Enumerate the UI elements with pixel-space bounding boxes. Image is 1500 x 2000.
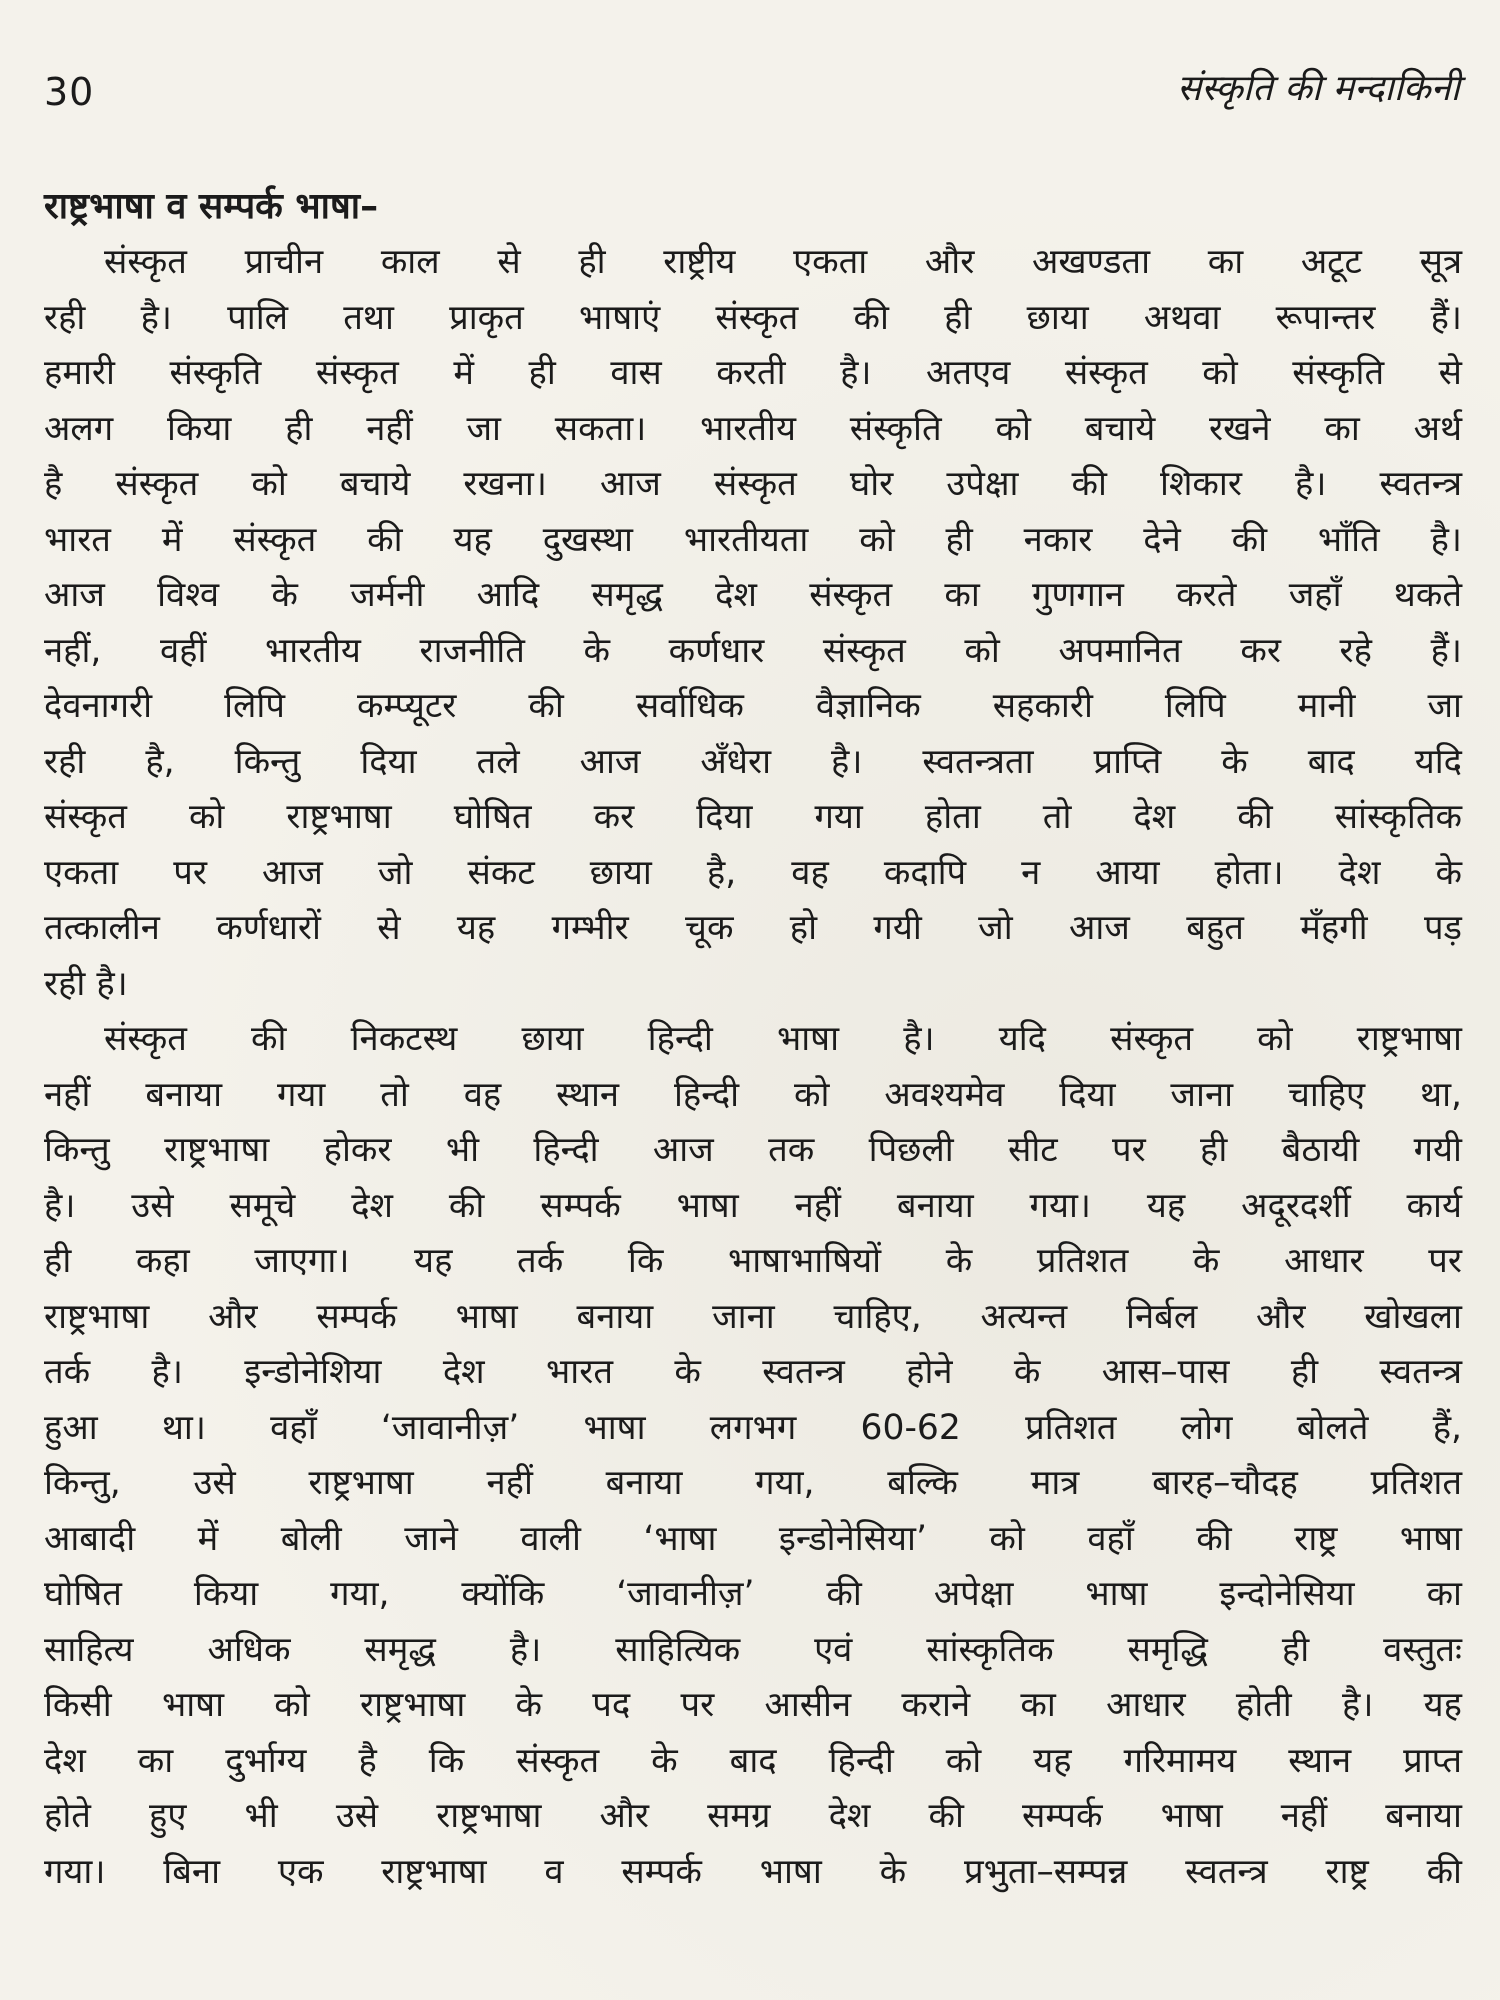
text-line: देश का दुर्भाग्य है कि संस्कृत के बाद हिन्दी को यह गरिमामय स्थान प्राप्त (44, 1740, 1462, 1781)
text-line: संस्कृत को राष्ट्रभाषा घोषित कर दिया गया होता तो देश की सांस्कृतिक (44, 797, 1462, 837)
text-line: राष्ट्रभाषा और सम्पर्क भाषा बनाया जाना चाहिए, अत्यन्त निर्बल और खोखला (44, 1296, 1462, 1337)
text-line: संस्कृत की निकटस्थ छाया हिन्दी भाषा है। यदि संस्कृत को राष्ट्रभाषा (104, 1019, 1462, 1059)
text-line: है। उसे समूचे देश की सम्पर्क भाषा नहीं बनाया गया। यह अदूरदर्शी कार्य (44, 1185, 1462, 1226)
text-line: घोषित किया गया, क्योंकि ‘जावानीज़’ की अपेक्षा भाषा इन्दोनेसिया का (44, 1574, 1462, 1614)
text-line: रही है। पालि तथा प्राकृत भाषाएं संस्कृत की ही छाया अथवा रूपान्तर हैं। (44, 297, 1462, 338)
text-line: आबादी में बोली जाने वाली ‘भाषा इन्डोनेसिया’ को वहाँ की राष्ट्र भाषा (44, 1518, 1462, 1559)
running-title: संस्कृति की मन्दाकिनी (1176, 68, 1460, 109)
page-number: 30 (44, 70, 95, 114)
text-line: अलग किया ही नहीं जा सकता। भारतीय संस्कृति को बचाये रखने का अर्थ (44, 408, 1462, 449)
text-line: तत्कालीन कर्णधारों से यह गम्भीर चूक हो गयी जो आज बहुत मँहगी पड़ (44, 908, 1462, 948)
text-line: ही कहा जाएगा। यह तर्क कि भाषाभाषियों के प्रतिशत के आधार पर (44, 1241, 1462, 1281)
text-line: किसी भाषा को राष्ट्रभाषा के पद पर आसीन कराने का आधार होती है। यह (44, 1685, 1462, 1725)
body-text (44, 235, 1462, 1900)
text-line: हुआ था। वहाँ ‘जावानीज़’ भाषा लगभग 60-62 प्रतिशत लोग बोलते हैं, (44, 1407, 1462, 1448)
text-line: नहीं बनाया गया तो वह स्थान हिन्दी को अवश्यमेव दिया जाना चाहिए था, (44, 1074, 1462, 1115)
text-line: किन्तु, उसे राष्ट्रभाषा नहीं बनाया गया, बल्कि मात्र बारह–चौदह प्रतिशत (44, 1463, 1462, 1503)
text-line: गया। बिना एक राष्ट्रभाषा व सम्पर्क भाषा के प्रभुता–सम्पन्न स्वतन्त्र राष्ट्र की (44, 1851, 1462, 1892)
text-line: भारत में संस्कृत की यह दुखस्था भारतीयता को ही नकार देने की भाँति है। (44, 519, 1462, 560)
text-line: है संस्कृत को बचाये रखना। आज संस्कृत घोर उपेक्षा की शिकार है। स्वतन्त्र (44, 464, 1462, 504)
text-line: नहीं, वहीं भारतीय राजनीति के कर्णधार संस्कृत को अपमानित कर रहे हैं। (44, 630, 1462, 671)
text-line: रही है। (44, 963, 128, 1004)
text-line: किन्तु राष्ट्रभाषा होकर भी हिन्दी आज तक पिछली सीट पर ही बैठायी गयी (44, 1130, 1462, 1170)
text-line: आज विश्व के जर्मनी आदि समृद्ध देश संस्कृत का गुणगान करते जहाँ थकते (44, 575, 1462, 615)
text-line: एकता पर आज जो संकट छाया है, वह कदापि न आया होता। देश के (44, 852, 1462, 893)
text-line: रही है, किन्तु दिया तले आज अँधेरा है। स्वतन्त्रता प्राप्ति के बाद यदि (44, 741, 1462, 782)
text-line: होते हुए भी उसे राष्ट्रभाषा और समग्र देश की सम्पर्क भाषा नहीं बनाया (44, 1796, 1462, 1836)
text-line: तर्क है। इन्डोनेशिया देश भारत के स्वतन्त्र होने के आस–पास ही स्वतन्त्र (44, 1352, 1462, 1392)
text-line: साहित्य अधिक समृद्ध है। साहित्यिक एवं सांस्कृतिक समृद्धि ही वस्तुतः (44, 1629, 1462, 1670)
text-line: हमारी संस्कृति संस्कृत में ही वास करती है। अतएव संस्कृत को संस्कृति से (44, 353, 1462, 393)
section-heading: राष्ट्रभाषा व सम्पर्क भाषा– (44, 186, 379, 227)
text-line: संस्कृत प्राचीन काल से ही राष्ट्रीय एकता और अखण्डता का अटूट सूत्र (104, 242, 1462, 282)
text-line: देवनागरी लिपि कम्प्यूटर की सर्वाधिक वैज्ञानिक सहकारी लिपि मानी जा (44, 686, 1462, 726)
